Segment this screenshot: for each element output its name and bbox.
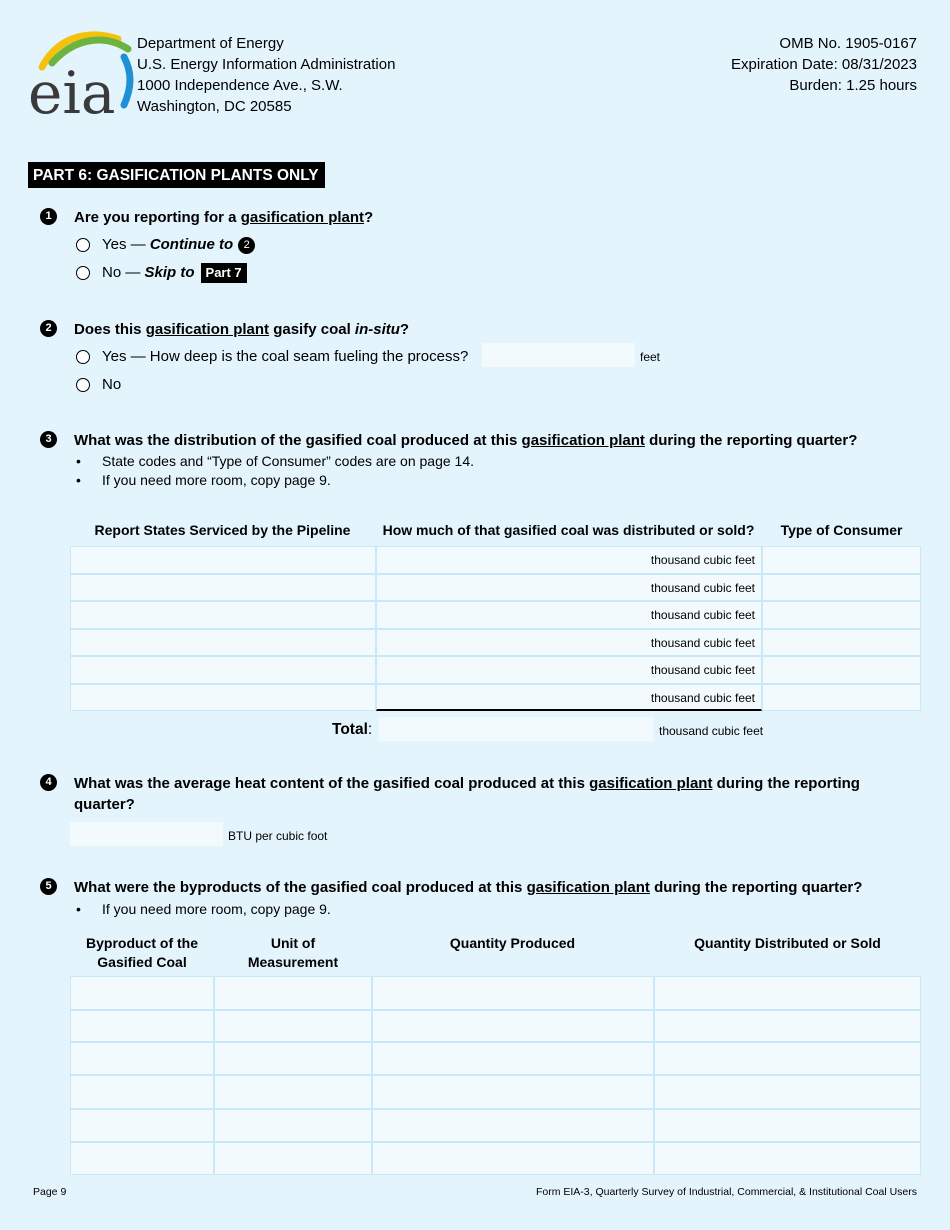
q2-text-c: ? [399,321,410,338]
q3-text-a: What was the distribution of the gasified coal produced at this [74,432,522,449]
table-row [70,629,921,656]
qty-distributed-input[interactable] [654,976,921,1010]
q2-text-italic: in-situ [354,321,400,338]
q1-no-action: Skip to [144,264,195,281]
q3-text-b: during the reporting quarter? [644,432,858,449]
q2-no-radio[interactable] [76,378,90,392]
table-row [70,574,921,601]
question-number-5: 5 [40,878,57,895]
q2-text-a: Does this [74,321,146,338]
q1-term: gasification plant [240,209,365,226]
q2-yes-label: Yes — How deep is the coal seam fueling the process? [102,348,469,365]
table-row [70,684,921,711]
q5-col-qty-produced: Quantity Produced [449,935,576,951]
question-4-text [74,773,874,815]
q2-no-option[interactable] [76,375,121,395]
q3-col-states: Report States Serviced by the Pipeline [94,522,351,538]
q1-text-a: Are you reporting for a [74,209,241,226]
q2-no-label: No [102,376,122,393]
qty-produced-input[interactable] [372,976,654,1010]
consumer-input[interactable] [762,684,921,711]
qty-produced-input[interactable] [372,1075,654,1109]
state-input[interactable] [70,546,376,574]
question-1-text [74,207,373,228]
unit-input[interactable] [214,1109,372,1142]
state-input[interactable] [70,629,376,656]
part-title: PART 6: GASIFICATION PLANTS ONLY [28,162,325,188]
amount-input[interactable]: thousand cubic feet [376,629,762,656]
q1-yes-option[interactable] [76,235,255,255]
amount-input[interactable]: thousand cubic feet [376,601,762,629]
qty-distributed-input[interactable] [654,1010,921,1042]
unit-input[interactable] [214,1075,372,1109]
q2-text-b: gasify coal [269,321,355,338]
byproduct-input[interactable] [70,976,214,1010]
table-row [70,1142,921,1175]
byproduct-input[interactable] [70,1109,214,1142]
q5-text-a: What were the byproducts of the gasified coal produced at this [74,879,527,896]
question-number-4: 4 [40,774,57,791]
qty-distributed-input[interactable] [654,1075,921,1109]
q2-yes-radio[interactable] [76,350,90,364]
table-row [70,546,921,574]
q1-no-option[interactable] [76,263,247,283]
q1-yes-target: 2 [238,237,255,254]
qty-produced-input[interactable] [372,1142,654,1175]
unit-input[interactable] [214,976,372,1010]
q1-yes-label: Yes — [102,236,146,253]
form-name: Form EIA-3, Quarterly Survey of Industrial, Commercial, & Institutional Coal Users [535,1186,917,1198]
amount-input[interactable]: thousand cubic feet [376,656,762,684]
table-row [70,1042,921,1075]
byproduct-input[interactable] [70,1010,214,1042]
state-input[interactable] [70,601,376,629]
q3-col-consumer: Type of Consumer [780,522,903,538]
state-input[interactable] [70,574,376,601]
amount-input[interactable]: thousand cubic feet [376,546,762,574]
amount-input[interactable]: thousand cubic feet [376,684,762,711]
agency-line: U.S. Energy Information Administration [137,56,396,73]
amount-input[interactable]: thousand cubic feet [376,574,762,601]
q5-byproducts-table [70,976,921,1175]
consumer-input[interactable] [762,574,921,601]
table-row [70,656,921,684]
state-input[interactable] [70,656,376,684]
heat-content-input[interactable] [70,822,223,846]
q5-col-byproduct: Byproduct of the Gasified Coal [86,935,198,970]
q1-no-label: No — [102,264,141,281]
consumer-input[interactable] [762,601,921,629]
q4-text-b: during the reporting quarter? [74,775,860,813]
table-row [70,601,921,629]
qty-distributed-input[interactable] [654,1142,921,1175]
q1-no-target: Part 7 [201,263,247,283]
q2-yes-option[interactable] [76,347,468,367]
consumer-input[interactable] [762,546,921,574]
question-2-text [74,319,409,340]
table-row [70,976,921,1010]
agency-line: Department of Energy [137,35,284,52]
total-input[interactable] [379,717,653,741]
q5-term: gasification plant [526,879,650,896]
burden: Burden: 1.25 hours [789,77,917,94]
q1-yes-radio[interactable] [76,238,90,252]
table-row [70,1010,921,1042]
expiration-date: Expiration Date: 08/31/2023 [731,56,917,73]
q1-text-b: ? [364,209,374,226]
agency-line: Washington, DC 20585 [137,98,292,115]
total-label-text: Total [332,721,368,738]
q5-bullet: • If you need more room, copy page 9. [102,899,331,919]
q3-bullet: • State codes and “Type of Consumer” codes are on page 14. [102,451,474,471]
q3-distribution-table [70,546,921,711]
page-number: Page 9 [33,1186,67,1198]
q1-no-radio[interactable] [76,266,90,280]
consumer-input[interactable] [762,629,921,656]
logo-wordmark: eia [28,59,116,117]
byproduct-input[interactable] [70,1142,214,1175]
unit-input[interactable] [214,1042,372,1075]
omb-number: OMB No. 1905-0167 [779,35,917,52]
eia-logo [28,27,134,117]
total-unit: thousand cubic feet [659,724,764,738]
q4-term: gasification plant [589,775,713,792]
q3-term: gasification plant [521,432,645,449]
qty-produced-input[interactable] [372,1010,654,1042]
agency-address [137,33,395,117]
state-input[interactable] [70,684,376,711]
q5-col-qty-distributed: Quantity Distributed or Sold [694,935,881,951]
qty-distributed-input[interactable] [654,1109,921,1142]
total-label: Total: [332,721,373,738]
agency-line: 1000 Independence Ave., S.W. [137,77,343,94]
omb-info [731,33,917,96]
qty-distributed-input[interactable] [654,1042,921,1075]
coal-seam-depth-unit: feet [640,350,661,364]
question-number-1: 1 [40,208,57,225]
qty-produced-input[interactable] [372,1042,654,1075]
question-number-3: 3 [40,431,57,448]
question-3-text [74,430,857,451]
q2-term: gasification plant [145,321,270,338]
table-row [70,1075,921,1109]
table-row [70,1109,921,1142]
q3-bullet: • If you need more room, copy page 9. [102,470,331,490]
q5-text-b: during the reporting quarter? [649,879,863,896]
question-5-text [74,877,862,898]
coal-seam-depth-input[interactable] [482,343,635,367]
q4-text-a: What was the average heat content of the gasified coal produced at this [74,775,590,792]
unit-input[interactable] [214,1142,372,1175]
heat-content-unit: BTU per cubic foot [228,829,328,843]
qty-produced-input[interactable] [372,1109,654,1142]
byproduct-input[interactable] [70,1075,214,1109]
q1-yes-action: Continue to [149,236,234,253]
unit-input[interactable] [214,1010,372,1042]
q3-col-amount: How much of that gasified coal was distributed or sold? [382,522,755,538]
question-number-2: 2 [40,320,57,337]
byproduct-input[interactable] [70,1042,214,1075]
q5-col-unit: Unit of Measurement [247,935,339,970]
consumer-input[interactable] [762,656,921,684]
